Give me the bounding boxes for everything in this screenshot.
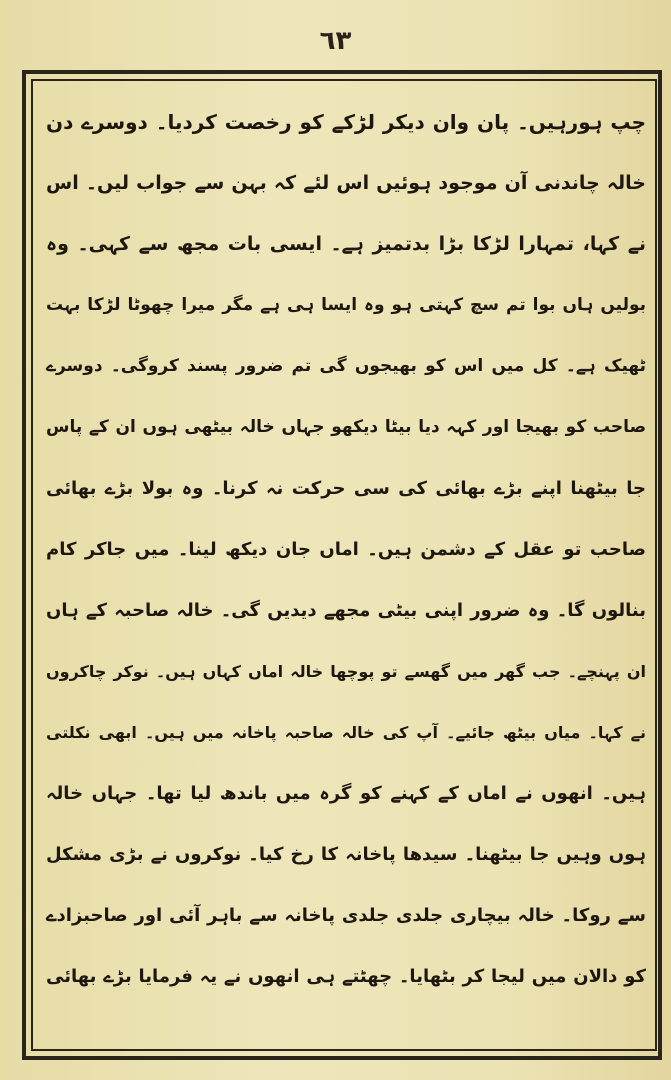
text-line: سے روکا۔ خالہ بیچاری جلدی جلدی پاخانہ سے باہر آئی اور صاحبزادے (46, 905, 646, 926)
text-line: بولیں ہاں بوا تم سچ کہتی ہو وہ ایسا ہی ہے مگر میرا چھوٹا لڑکا بہت (46, 295, 646, 315)
text-line: صاحب کو بھیجا اور کہہ دیا بیٹا دیکھو جہاں خالہ بیٹھی ہوں ان کے پاس (46, 417, 646, 437)
text-line: نے کہا، تمہارا لڑکا بڑا بدتمیز ہے۔ ایسی بات مجھ سے کہی۔ وہ (46, 233, 646, 255)
text-line: جا بیٹھنا اپنے بڑے بھائی کی سی حرکت نہ کرنا۔ وہ بولا بڑے بھائی (46, 478, 646, 499)
text-line: خالہ چاندنی آن موجود ہوئیں اس لئے کہ بہن سے جواب لیں۔ اس (46, 172, 646, 194)
text-line: کو دالان میں لیجا کر بٹھایا۔ چھٹتے ہی انھوں نے یہ فرمایا بڑے بھائی (46, 966, 646, 987)
text-line: ان پہنچے۔ جب گھر میں گھسے تو پوچھا خالہ اماں کہاں ہیں۔ نوکر چاکروں (46, 662, 646, 681)
text-line: ہیں۔ انھوں نے اماں کے کہنے کو گرہ میں باندھ لیا تھا۔ جہاں خالہ (46, 783, 646, 804)
text-line: ٹھیک ہے۔ کل میں اس کو بھیجوں گی تم ضرور پسند کروگی۔ دوسرے (46, 356, 646, 376)
text-line: چپ ہورہیں۔ پان وان دیکر لڑکے کو رخصت کردیا۔ دوسرے دن (46, 110, 646, 134)
text-line: بنالوں گا۔ وہ ضرور اپنی بیٹی مجھے دیدیں گی۔ خالہ صاحبہ کے ہاں (46, 600, 646, 621)
text-line: صاحب تو عقل کے دشمن ہیں۔ اماں جان دیکھ لینا۔ میں جاکر کام (46, 539, 646, 560)
page-number: ٦٣ (319, 26, 352, 56)
text-line: نے کہا۔ میاں بیٹھ جائیے۔ آپ کی خالہ صاحبہ پاخانہ میں ہیں۔ ابھی نکلتی (46, 723, 646, 742)
body-text (46, 92, 646, 1007)
text-line: ہوں وہیں جا بیٹھنا۔ سیدھا پاخانہ کا رخ کیا۔ نوکروں نے بڑی مشکل (46, 844, 646, 865)
